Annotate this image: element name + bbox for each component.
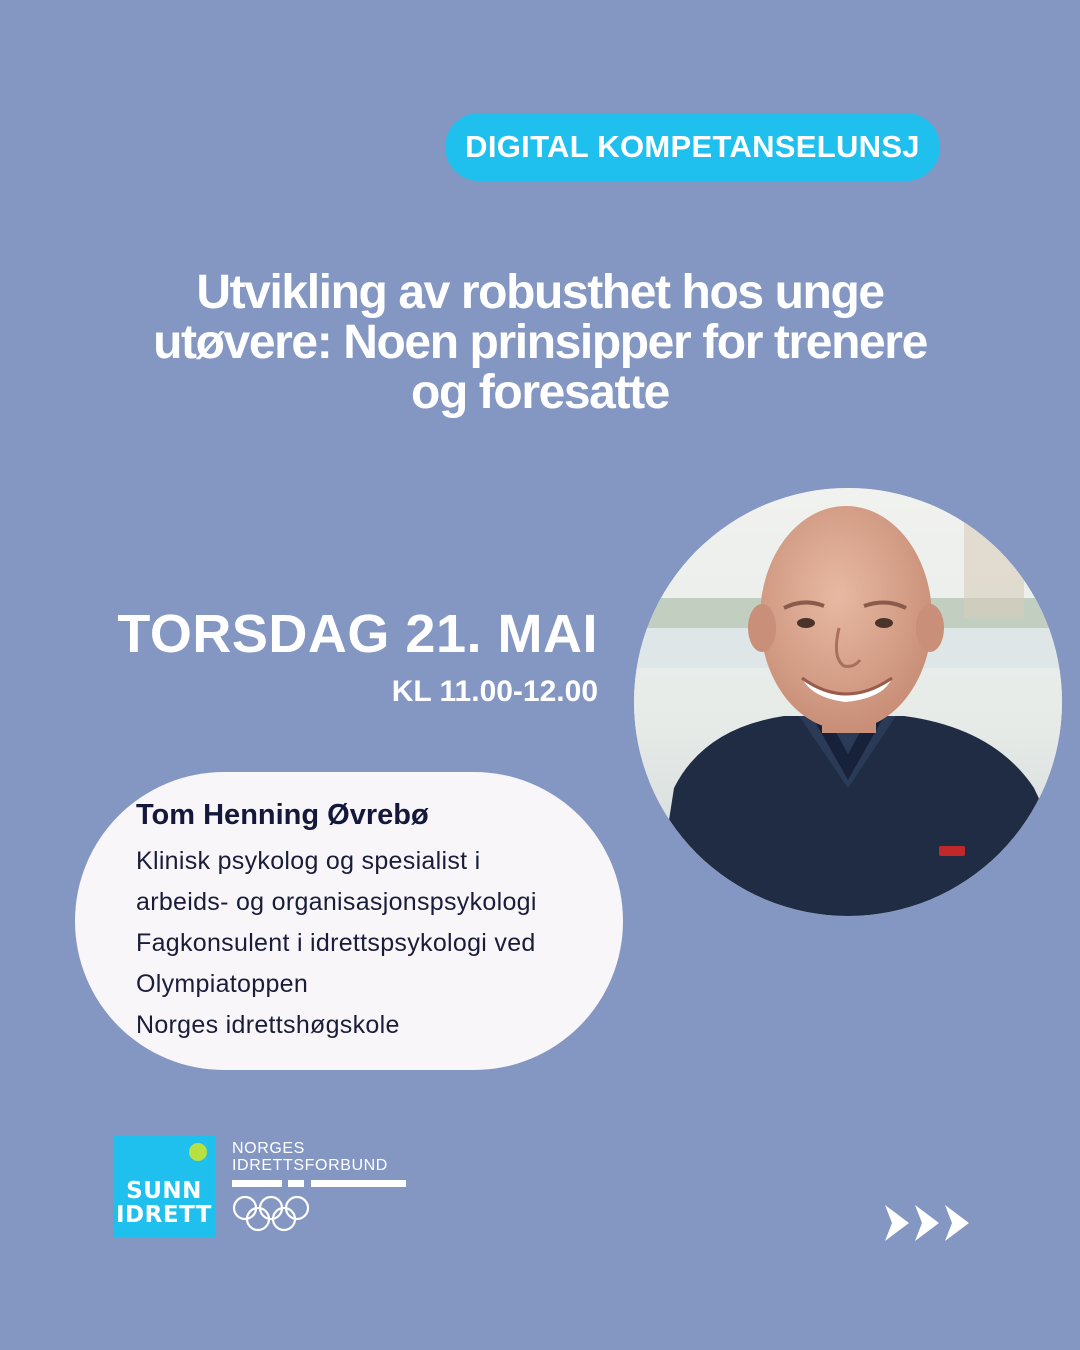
logo-word: IDRETT xyxy=(116,1202,212,1228)
speaker-portrait-image xyxy=(634,488,1062,916)
event-time: KL 11.00-12.00 xyxy=(391,675,598,708)
speaker-bio xyxy=(136,841,616,1046)
speaker-bio-line: Norges idrettshøgskole xyxy=(136,1011,400,1039)
speaker-bio-line: arbeids- og organisasjonspsykologi xyxy=(136,888,537,916)
nif-logo-text xyxy=(232,1140,412,1174)
nif-line: NORGES xyxy=(232,1140,305,1157)
nif-line: IDRETTSFORBUND xyxy=(232,1157,388,1174)
speaker-bio-line: Klinisk psykolog og spesialist i xyxy=(136,847,481,875)
flag-bar xyxy=(232,1180,282,1187)
triple-chevron-right-icon[interactable] xyxy=(883,1203,973,1243)
event-title-line: utøvere: Noen prinsipper for trenere xyxy=(153,316,927,369)
event-title xyxy=(90,268,990,418)
speaker-name: Tom Henning Øvrebø xyxy=(136,799,429,831)
speaker-photo xyxy=(634,488,1062,916)
event-title-line: Utvikling av robusthet hos unge xyxy=(196,266,884,319)
flag-bar xyxy=(311,1180,406,1187)
speaker-bio-line: Olympiatoppen xyxy=(136,970,309,998)
speaker-bio-line: Fagkonsulent i idrettspsykologi ved xyxy=(136,929,536,957)
logo-word: SUNN xyxy=(126,1178,202,1204)
sunn-idrett-logo xyxy=(113,1135,215,1237)
event-date: TORSDAG 21. MAI xyxy=(117,604,598,664)
logo-dot-icon xyxy=(189,1143,207,1161)
event-title-line: og foresatte xyxy=(411,366,669,419)
flag-bar xyxy=(288,1180,304,1187)
olympic-rings-icon xyxy=(232,1195,312,1233)
event-type-badge: DIGITAL KOMPETANSELUNSJ xyxy=(445,113,940,181)
